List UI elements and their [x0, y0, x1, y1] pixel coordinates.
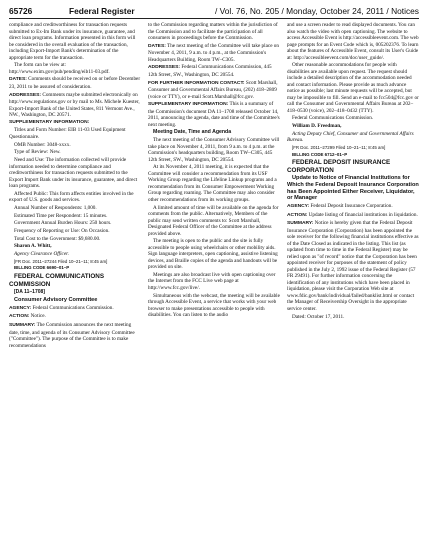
dated-line: Dated: October 17, 2011.	[292, 313, 345, 320]
paragraph: Simultaneous with the webcast, the meeting will be available through Accessible Event, a service that works with your web browser to make presentations accessible to people with disabilities. You can listen to the audio	[148, 292, 280, 319]
paragraph: and use a screen reader to read displayed documents. You can also watch the video with open captioning. The website to access Accessible Event is http://accessibleevent.com. The web page prompts for an Event Code which is, 005202376. To learn about the features of Accessible Event, consult its User's Guide at: http://accessibleevent.com/doc/user_guide/.	[287, 22, 419, 61]
signer-name: Sharon A. Whitt,	[14, 243, 52, 250]
paragraph: Need and Use: The information collected will provide information needed to determine compliance and creditworthiness for transaction requests submitted to the Export Import Bank under its insurance, guarantee, and direct loan programs.	[9, 157, 138, 189]
issue-line: / Vol. 76, No. 205 / Monday, October 24, 2011 / Notices	[214, 6, 419, 16]
paragraph: OMB Number: 3048-xxxx.	[14, 141, 71, 148]
agency-heading: FEDERAL COMMUNICATIONS COMMISSION	[9, 273, 105, 288]
fr-doc-line: [FR Doc. 2011–27299 Filed 10–21–11; 8:45 am]	[292, 144, 386, 150]
summary-label: SUMMARY:	[9, 323, 36, 328]
signer-name: William D. Freedman,	[292, 123, 342, 130]
paragraph: Total Cost to the Government: $9,680.00.	[14, 235, 101, 242]
paragraph: A limited amount of time will be available on the agenda for comments from the public. Alternatively, Members of the public may send written comments to: Scott Marshall, Designated Federal Officer of the Committee at the address provided above.	[148, 204, 279, 237]
paragraph: Estimated Time per Respondent: 15 minutes.	[14, 212, 108, 219]
action-section	[9, 313, 141, 321]
supplementary-label: SUPPLEMENTARY INFORMATION:	[9, 119, 90, 125]
paragraph: Other reasonable accommodations for people with disabilities are available upon request. The request should include a detailed description of the accommodation needed and contact information. Please provide as much advance notice as possible; last minute requests will be accepted, but may be impossible to fill. Send an e-mail to fcc504@fcc.gov or call the Consumer and Governmental Affairs Bureau at 202–418–0530 (voice), 202–418–0432 (TTY).	[287, 62, 419, 114]
paragraph: Frequency of Reporting or Use: On Occasion.	[14, 227, 110, 234]
closing-line: Federal Communications Commission.	[292, 115, 374, 122]
action-text: Notice.	[30, 313, 46, 320]
paragraph: Meetings are also broadcast live with open captioning over the Internet from the FCC Live web page at http://www.fcc.gov/live/.	[148, 271, 276, 291]
paragraph: Type of Review: New.	[14, 149, 61, 156]
paragraph: At its November 4, 2011 meeting, it is expected that the Committee will consider a recommendation from its USF Working Group regarding the Lifeline Linkup programs and a recommendation from its Consumer Empowerment Working Group regarding roaming. The Committee may also consider other recommendations from its working groups.	[148, 164, 277, 203]
paragraph: Titles and Form Number: EIB 11-03 Used Equipment Questionnaire.	[9, 127, 126, 140]
header-rule	[9, 18, 419, 19]
signer-title: Acting Deputy Chief, Consumer and Governmental Affairs Bureau.	[287, 130, 414, 144]
paragraph: to the Commission regarding matters within the jurisdiction of the Commission and to facilitate the participation of all consumers in proceedings before the Commission.	[148, 22, 278, 41]
contact-section	[148, 80, 280, 101]
page-number: 65726	[9, 6, 33, 16]
agency-text: Federal Communications Commission.	[32, 304, 114, 311]
addresses-label: ADDRESSES:	[148, 65, 181, 71]
addresses-text: Federal Communications Commission, 445 12th Street, SW., Washington, DC 20554.	[148, 64, 272, 78]
notice-subject: Consumer Advisory Committee	[14, 296, 98, 303]
agency-heading: FEDERAL DEPOSIT INSURANCE CORPORATION	[287, 159, 391, 174]
action-label: ACTION:	[287, 212, 308, 218]
action-text: Update listing of financial institutions in liquidation.	[308, 211, 418, 218]
paragraph: The next meeting of the Consumer Advisory Committee will take place on November 4, 2011, from 9 a.m. to 4 p.m. at the Commission's headquarters building, Room TW–C305, 445 12th Street, SW., Washington, DC 20554.	[148, 137, 280, 163]
paragraph: Annual Number of Respondents: 1,000.	[14, 204, 97, 211]
paragraph: Government Annual Burden Hours: 250 hours.	[14, 220, 112, 227]
summary-label: SUMMARY:	[287, 221, 314, 227]
fr-doc-line: [FR Doc. 2011–27244 Filed 10–21–11; 8:45 am]	[14, 258, 108, 264]
paragraph: compliance and creditworthiness for transaction requests submitted to Ex-Im Bank under its insurance, guarantee, and direct loan programs. Information presented in this form will be considered in the overall evaluation of the transaction, including Export-Import Bank's determination of the appropriate term for the transaction.	[9, 22, 136, 61]
paragraph: The meeting is open to the public and the site is fully accessible to people using wheelchairs or other mobility aids. Sign language interpreters, open captioning, assistive listening devices, and Braille copies of the agenda and handouts will be provided on site.	[148, 238, 278, 271]
agency-label: AGENCY:	[287, 203, 310, 209]
dates-text: The next meeting of the Committee will take place on November 4, 2011, 9 a.m. to 4 p.m., at the Commission's Headquarters Building, Room TW–C305.	[148, 42, 279, 63]
summary-section	[9, 322, 141, 349]
supplementary-label: SUPPLEMENTARY INFORMATION:	[148, 102, 229, 108]
agency-text: Federal Deposit Insurance Corporation.	[310, 202, 393, 209]
contact-label: FOR FURTHER INFORMATION CONTACT:	[148, 80, 245, 86]
paragraph: The form can be view at: http://www.exim.gov/pub/pending/eib11-03.pdf.	[9, 62, 110, 75]
publication-name: Federal Register	[69, 6, 135, 16]
signer-title: Agency Clearance Officer.	[14, 251, 69, 257]
dates-label: DATES:	[148, 43, 166, 49]
billing-code: BILLING CODE 6712–01–P	[292, 151, 348, 157]
supplementary-text: This is a summary of the Commission's document DA 11–1708 released October 14, 2011, announcing the agenda, date and time of the Committee's next meeting.	[148, 101, 280, 128]
column-3	[287, 22, 419, 321]
addresses-text: Comments maybe submitted electronically on http://www.regulations.gov or by mail to Ms. Michele Kuester, Export-Import Bank of the United States, 811 Vermont Ave., NW., Washington, DC 20571.	[9, 91, 140, 119]
notice-subject: Update to Notice of Financial Institutions for Which the Federal Deposit Insurance Corporation has Been Appointed Either Receiver, Liquidator, or Manager	[287, 175, 419, 202]
dates-label: DATES:	[9, 77, 27, 83]
column-1	[9, 22, 141, 350]
supplementary-section	[148, 101, 280, 128]
agency-label: AGENCY:	[9, 305, 32, 311]
docket-number: [DA 11–1708]	[14, 289, 45, 296]
agency-section	[9, 305, 141, 313]
action-section	[287, 212, 419, 220]
addresses-section	[9, 92, 141, 119]
column-2	[148, 22, 280, 320]
dates-text: Comments should be received on or before December 23, 2011 to be assured of consideration.	[9, 76, 141, 90]
addresses-section	[148, 64, 280, 78]
contact-text: Scott Marshall, Consumer and Governmental Affairs Bureau, (202) 418–2809 (voice or TTY), or e-mail Scott.Marshall@fcc.gov.	[148, 79, 278, 100]
meeting-heading: Meeting Date, Time and Agenda	[153, 129, 232, 136]
page-header	[9, 6, 419, 18]
addresses-label: ADDRESSES:	[9, 92, 42, 98]
billing-code: BILLING CODE 6690–01–P	[14, 265, 70, 271]
dates-section	[9, 76, 141, 90]
summary-text: Notice is hereby given that the Federal Deposit Insurance Corporation (Corporation) has been appointed the sole receiver for the following financial institutions effective as of the Date Closed as indicated in the listing. This list (as updated from time to time in the Federal Register) may be relied upon as "of record" notice that the Corporation has been appointed receiver for purposes of the statement of policy published in the July 2, 1992 issue of the Federal Register (57 FR 29491). For further information concerning the identification of any institutions which have been placed in liquidation, please visit the Corporation Web site at www.fdic.gov/bank/individual/failed/banklist.html or contact the Manager of Receivership Oversight in the appropriate service center.	[287, 220, 419, 312]
summary-text: The Commission announces the next meeting date, time, and agenda of its Consumer Advisory Committee ("Committee"). The purpose of the Committee is to make recommendations	[9, 322, 135, 349]
summary-section	[287, 220, 419, 312]
action-label: ACTION:	[9, 314, 30, 320]
dates-section	[148, 43, 280, 64]
paragraph: Affected Public: This form affects entities involved in the export of U.S. goods and services.	[9, 190, 134, 204]
agency-section	[287, 203, 419, 211]
